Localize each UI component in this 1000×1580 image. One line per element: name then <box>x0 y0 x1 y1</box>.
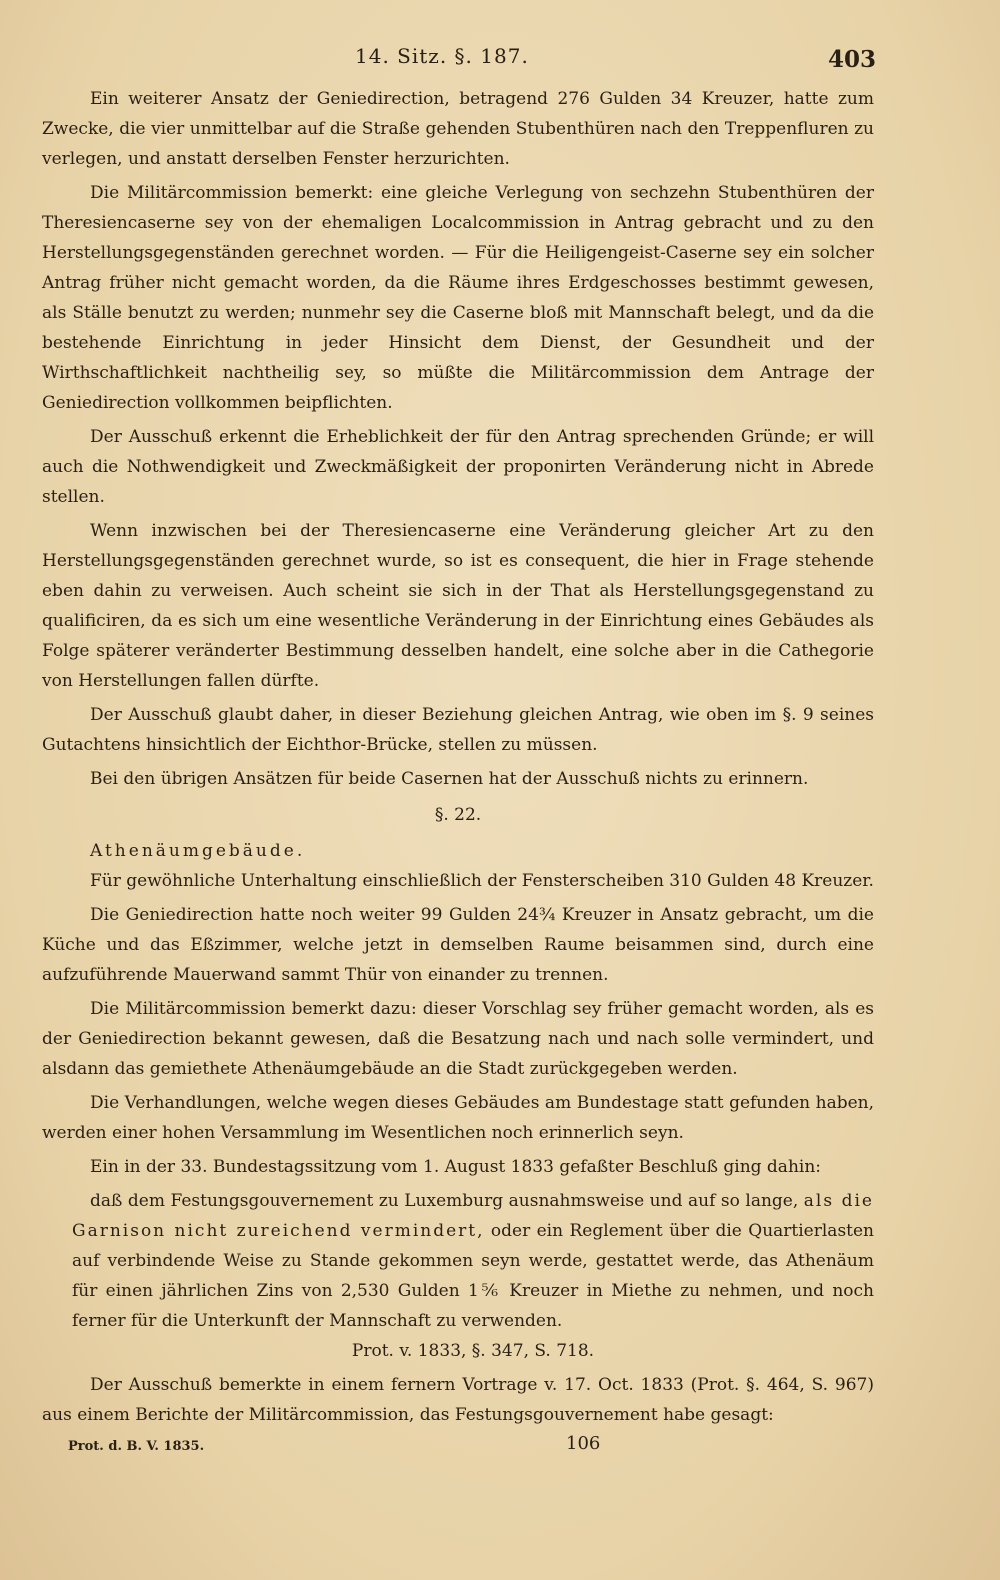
paragraph: Die Militärcommission bemerkt dazu: dieser Vorschlag sey früher gemacht worden, als es der Geniedirection bekannt gewesen, daß die Besatzung nach und nach solle vermindert, und alsdann das gemiethete Athenäumgebäude an die Stadt zurückgegeben werden. <box>42 999 874 1079</box>
quote-part1: daß dem Festungsgouvernement zu Luxemburg ausnahmsweise und auf so lange, <box>90 1191 799 1211</box>
paragraph: Die Verhandlungen, welche wegen dieses Gebäudes am Bundestage statt gefunden haben, werden einer hohen Versammlung im Wesentlichen noch erinnerlich seyn. <box>42 1093 874 1143</box>
section-heading: §. 22. <box>434 805 482 825</box>
page-header <box>0 40 1000 80</box>
paragraph: Ein weiterer Ansatz der Geniedirection, betragend 276 Gulden 34 Kreuzer, hatte zum Zwecke, die vier unmittelbar auf die Straße gehenden Stubenthüren nach den Treppenfluren zu verlegen, und anstatt derselben Fenster herzurichten. <box>42 89 874 169</box>
quote-part2: oder ein Reglement über die Quartierlasten auf verbindende Weise zu Stande gekommen seyn werde, gestattet werde, das Athenäum für einen jährlichen Zins von 2,530 Gulden 1⅚ Kreuzer in Miethe zu nehmen, und noch ferner für die Unterkunft der Mannschaft zu verwenden. <box>72 1221 875 1331</box>
sheet-signature: 106 <box>566 1433 601 1454</box>
paragraph: Für gewöhnliche Unterhaltung einschließlich der Fensterscheiben 310 Gulden 48 Kreuzer. <box>90 871 874 891</box>
running-head: 14. Sitz. §. 187. <box>355 44 529 68</box>
paragraph: Der Ausschuß bemerkte in einem fernern Vortrage v. 17. Oct. 1833 (Prot. §. 464, S. 967) aus einem Berichte der Militärcommission, das Festungsgouvernement habe gesagt: <box>42 1375 874 1425</box>
quote-emphasis: als die Garnison nicht zureichend vermindert, <box>72 1191 874 1241</box>
paragraph: Bei den übrigen Ansätzen für beide Casernen hat der Ausschuß nichts zu erinnern. <box>90 769 809 789</box>
quote-intro: Ein in der 33. Bundestagssitzung vom 1. August 1833 gefaßter Beschluß ging dahin: <box>90 1157 822 1177</box>
block-quote <box>72 1186 874 1366</box>
subheading: Athenäumgebäude. <box>90 841 306 861</box>
page-footer <box>0 1433 1000 1463</box>
paragraph: Die Geniedirection hatte noch weiter 99 Gulden 24¾ Kreuzer in Ansatz gebracht, um die Küche und das Eßzimmer, welche jetzt in demselben Raume beisammen sind, durch eine aufzuführende Mauerwand sammt Thür von einander zu trennen. <box>42 905 874 985</box>
paragraph: Wenn inzwischen bei der Theresiencaserne eine Veränderung gleicher Art zu den Herstellungsgegenständen gerechnet wurde, so ist es consequent, die hier in Frage stehende eben dahin zu verweisen. Auch scheint sie sich in der That als Herstellungsgegenstand zu qualificiren, da es sich um eine wesentliche Veränderung in der Einrichtung eines Gebäudes als Folge späterer veränderter Bestimmung desselben handelt, eine solche aber in die Cathegorie von Herstellungen fallen dürfte. <box>42 521 874 691</box>
paragraph: Der Ausschuß glaubt daher, in dieser Beziehung gleichen Antrag, wie oben im §. 9 seines Gutachtens hinsichtlich der Eichthor-Brücke, stellen zu müssen. <box>42 705 874 755</box>
quote-text <box>72 1186 874 1336</box>
page-number: 403 <box>828 46 877 73</box>
paragraph: Die Militärcommission bemerkt: eine gleiche Verlegung von sechzehn Stubenthüren der Theresiencaserne sey von der ehemaligen Localcommission in Antrag gebracht und zu den Herstellungsgegenständen gerechnet worden. — Für die Heiligengeist-Caserne sey ein solcher Antrag früher nicht gemacht worden, da die Räume ihres Erdgeschosses bestimmt gewesen, als Ställe benutzt zu werden; nunmehr sey die Caserne bloß mit Mannschaft belegt, und da die bestehende Einrichtung in jeder Hinsicht dem Dienst, der Gesundheit und der Wirthschaftlichkeit nachtheilig sey, so müßte die Militärcommission dem Antrage der Geniedirection vollkommen beipflichten. <box>42 183 874 413</box>
body-text <box>42 84 874 1434</box>
footer-signature-line: Prot. d. B. V. 1835. <box>68 1439 205 1454</box>
quote-citation: Prot. v. 1833, §. 347, S. 718. <box>351 1341 595 1361</box>
paragraph: Der Ausschuß erkennt die Erheblichkeit der für den Antrag sprechenden Gründe; er will auch die Nothwendigkeit und Zweckmäßigkeit der proponirten Veränderung nicht in Abrede stellen. <box>42 427 874 507</box>
